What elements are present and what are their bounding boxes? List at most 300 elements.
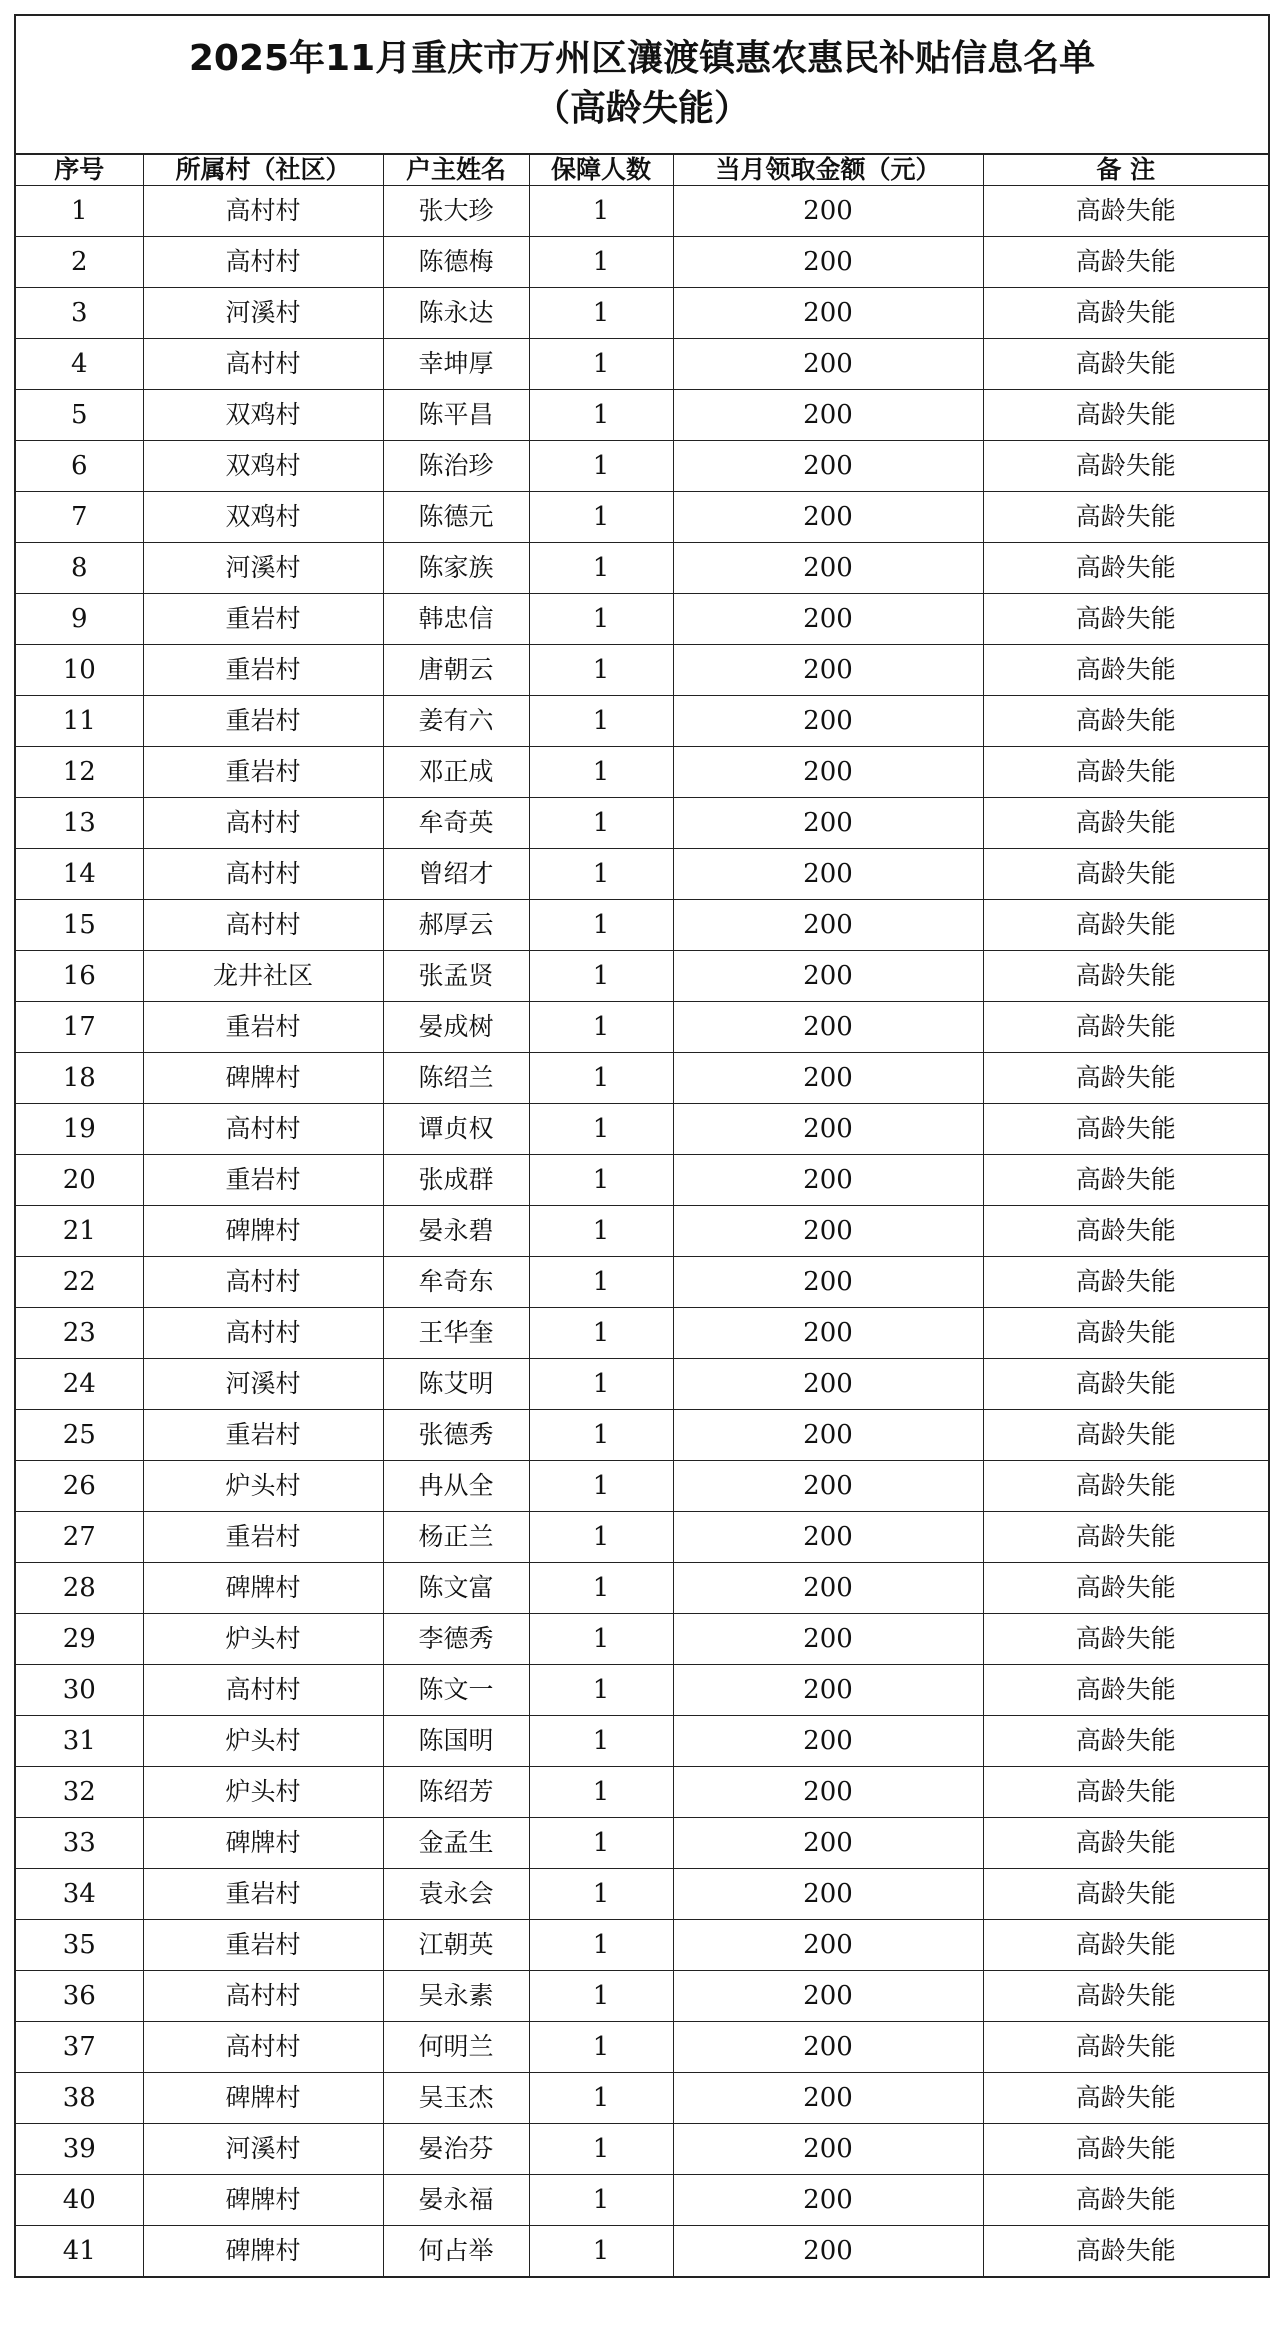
- cell-householder: 晏成树: [383, 1002, 529, 1053]
- cell-monthly-amount: 200: [673, 2022, 983, 2073]
- cell-covered-persons: 1: [529, 1563, 673, 1614]
- cell-remarks: 高龄失能: [983, 390, 1268, 441]
- cell-householder: 陈德梅: [383, 237, 529, 288]
- cell-serial: 24: [16, 1359, 143, 1410]
- cell-covered-persons: 1: [529, 747, 673, 798]
- cell-covered-persons: 1: [529, 1818, 673, 1869]
- cell-remarks: 高龄失能: [983, 1308, 1268, 1359]
- cell-covered-persons: 1: [529, 1461, 673, 1512]
- cell-householder: 幸坤厚: [383, 339, 529, 390]
- cell-remarks: 高龄失能: [983, 2226, 1268, 2277]
- cell-serial: 21: [16, 1206, 143, 1257]
- cell-householder: 杨正兰: [383, 1512, 529, 1563]
- table-row: [16, 747, 1268, 798]
- cell-covered-persons: 1: [529, 1257, 673, 1308]
- cell-serial: 3: [16, 288, 143, 339]
- cell-village: 高村村: [143, 1971, 383, 2022]
- cell-monthly-amount: 200: [673, 1308, 983, 1359]
- cell-covered-persons: 1: [529, 594, 673, 645]
- cell-monthly-amount: 200: [673, 696, 983, 747]
- header-serial: 序号: [16, 155, 143, 186]
- cell-serial: 17: [16, 1002, 143, 1053]
- cell-serial: 40: [16, 2175, 143, 2226]
- table-row: [16, 951, 1268, 1002]
- table-row: [16, 1359, 1268, 1410]
- cell-village: 高村村: [143, 2022, 383, 2073]
- cell-householder: 陈平昌: [383, 390, 529, 441]
- cell-householder: 唐朝云: [383, 645, 529, 696]
- cell-remarks: 高龄失能: [983, 1155, 1268, 1206]
- cell-village: 碑牌村: [143, 1818, 383, 1869]
- cell-monthly-amount: 200: [673, 1665, 983, 1716]
- table-header-row: [16, 155, 1268, 186]
- table-row: [16, 1767, 1268, 1818]
- table-row: [16, 645, 1268, 696]
- cell-monthly-amount: 200: [673, 2175, 983, 2226]
- cell-householder: 袁永会: [383, 1869, 529, 1920]
- cell-serial: 27: [16, 1512, 143, 1563]
- cell-village: 碑牌村: [143, 2175, 383, 2226]
- cell-householder: 韩忠信: [383, 594, 529, 645]
- cell-village: 碑牌村: [143, 1563, 383, 1614]
- cell-householder: 陈家族: [383, 543, 529, 594]
- cell-householder: 牟奇东: [383, 1257, 529, 1308]
- table-row: [16, 1818, 1268, 1869]
- table-row: [16, 339, 1268, 390]
- cell-covered-persons: 1: [529, 1053, 673, 1104]
- cell-village: 高村村: [143, 1257, 383, 1308]
- cell-serial: 12: [16, 747, 143, 798]
- cell-householder: 张大珍: [383, 186, 529, 237]
- header-householder: 户主姓名: [383, 155, 529, 186]
- title-line-2: （高龄失能）: [533, 88, 750, 129]
- cell-monthly-amount: 200: [673, 1920, 983, 1971]
- cell-monthly-amount: 200: [673, 1359, 983, 1410]
- subsidy-table: [16, 155, 1268, 2276]
- cell-serial: 6: [16, 441, 143, 492]
- cell-village: 高村村: [143, 900, 383, 951]
- cell-serial: 28: [16, 1563, 143, 1614]
- cell-serial: 39: [16, 2124, 143, 2175]
- table-row: [16, 696, 1268, 747]
- cell-monthly-amount: 200: [673, 900, 983, 951]
- cell-village: 重岩村: [143, 1002, 383, 1053]
- cell-covered-persons: 1: [529, 186, 673, 237]
- cell-serial: 9: [16, 594, 143, 645]
- cell-remarks: 高龄失能: [983, 2073, 1268, 2124]
- cell-village: 碑牌村: [143, 1053, 383, 1104]
- table-row: [16, 186, 1268, 237]
- cell-householder: 陈绍兰: [383, 1053, 529, 1104]
- cell-remarks: 高龄失能: [983, 1053, 1268, 1104]
- cell-covered-persons: 1: [529, 900, 673, 951]
- cell-covered-persons: 1: [529, 1869, 673, 1920]
- cell-householder: 冉从全: [383, 1461, 529, 1512]
- cell-monthly-amount: 200: [673, 237, 983, 288]
- cell-serial: 41: [16, 2226, 143, 2277]
- cell-serial: 36: [16, 1971, 143, 2022]
- table-row: [16, 1104, 1268, 1155]
- cell-householder: 牟奇英: [383, 798, 529, 849]
- table-row: [16, 2175, 1268, 2226]
- cell-monthly-amount: 200: [673, 2226, 983, 2277]
- cell-covered-persons: 1: [529, 1104, 673, 1155]
- cell-village: 河溪村: [143, 2124, 383, 2175]
- cell-village: 高村村: [143, 186, 383, 237]
- cell-village: 高村村: [143, 849, 383, 900]
- cell-remarks: 高龄失能: [983, 1461, 1268, 1512]
- table-row: [16, 594, 1268, 645]
- cell-serial: 35: [16, 1920, 143, 1971]
- cell-serial: 8: [16, 543, 143, 594]
- table-row: [16, 900, 1268, 951]
- cell-monthly-amount: 200: [673, 849, 983, 900]
- cell-remarks: 高龄失能: [983, 339, 1268, 390]
- cell-village: 碑牌村: [143, 2073, 383, 2124]
- cell-remarks: 高龄失能: [983, 1818, 1268, 1869]
- cell-remarks: 高龄失能: [983, 186, 1268, 237]
- cell-covered-persons: 1: [529, 2124, 673, 2175]
- cell-remarks: 高龄失能: [983, 1104, 1268, 1155]
- cell-covered-persons: 1: [529, 645, 673, 696]
- table-row: [16, 2226, 1268, 2277]
- cell-covered-persons: 1: [529, 1512, 673, 1563]
- table-row: [16, 1257, 1268, 1308]
- cell-remarks: 高龄失能: [983, 1869, 1268, 1920]
- cell-monthly-amount: 200: [673, 645, 983, 696]
- cell-serial: 20: [16, 1155, 143, 1206]
- table-row: [16, 1563, 1268, 1614]
- cell-serial: 14: [16, 849, 143, 900]
- cell-village: 高村村: [143, 1665, 383, 1716]
- cell-monthly-amount: 200: [673, 951, 983, 1002]
- cell-serial: 5: [16, 390, 143, 441]
- cell-monthly-amount: 200: [673, 1716, 983, 1767]
- cell-serial: 16: [16, 951, 143, 1002]
- cell-householder: 何占举: [383, 2226, 529, 2277]
- table-row: [16, 1971, 1268, 2022]
- cell-monthly-amount: 200: [673, 1767, 983, 1818]
- cell-householder: 吴永素: [383, 1971, 529, 2022]
- cell-serial: 25: [16, 1410, 143, 1461]
- cell-monthly-amount: 200: [673, 1155, 983, 1206]
- cell-monthly-amount: 200: [673, 288, 983, 339]
- table-row: [16, 1461, 1268, 1512]
- cell-monthly-amount: 200: [673, 1818, 983, 1869]
- cell-monthly-amount: 200: [673, 1104, 983, 1155]
- cell-remarks: 高龄失能: [983, 2124, 1268, 2175]
- cell-village: 碑牌村: [143, 2226, 383, 2277]
- table-row: [16, 2073, 1268, 2124]
- document-title: [16, 16, 1268, 155]
- cell-remarks: 高龄失能: [983, 798, 1268, 849]
- cell-village: 重岩村: [143, 747, 383, 798]
- cell-remarks: 高龄失能: [983, 1563, 1268, 1614]
- cell-monthly-amount: 200: [673, 390, 983, 441]
- cell-village: 高村村: [143, 1104, 383, 1155]
- cell-covered-persons: 1: [529, 1206, 673, 1257]
- header-monthly-amount: 当月领取金额（元）: [673, 155, 983, 186]
- cell-householder: 何明兰: [383, 2022, 529, 2073]
- cell-householder: 金孟生: [383, 1818, 529, 1869]
- cell-covered-persons: 1: [529, 1002, 673, 1053]
- table-row: [16, 1614, 1268, 1665]
- cell-monthly-amount: 200: [673, 1971, 983, 2022]
- cell-serial: 22: [16, 1257, 143, 1308]
- cell-serial: 32: [16, 1767, 143, 1818]
- cell-village: 重岩村: [143, 1512, 383, 1563]
- cell-serial: 38: [16, 2073, 143, 2124]
- table-row: [16, 798, 1268, 849]
- cell-serial: 33: [16, 1818, 143, 1869]
- header-covered-persons: 保障人数: [529, 155, 673, 186]
- table-row: [16, 390, 1268, 441]
- cell-householder: 江朝英: [383, 1920, 529, 1971]
- cell-village: 重岩村: [143, 1920, 383, 1971]
- cell-village: 双鸡村: [143, 390, 383, 441]
- cell-householder: 晏治芬: [383, 2124, 529, 2175]
- table-row: [16, 1665, 1268, 1716]
- table-row: [16, 288, 1268, 339]
- cell-covered-persons: 1: [529, 1767, 673, 1818]
- table-row: [16, 1410, 1268, 1461]
- cell-householder: 晏永碧: [383, 1206, 529, 1257]
- cell-covered-persons: 1: [529, 1614, 673, 1665]
- cell-remarks: 高龄失能: [983, 1206, 1268, 1257]
- cell-remarks: 高龄失能: [983, 441, 1268, 492]
- cell-village: 河溪村: [143, 288, 383, 339]
- table-row: [16, 1512, 1268, 1563]
- cell-monthly-amount: 200: [673, 1257, 983, 1308]
- cell-village: 碑牌村: [143, 1206, 383, 1257]
- cell-serial: 7: [16, 492, 143, 543]
- cell-covered-persons: 1: [529, 1410, 673, 1461]
- cell-covered-persons: 1: [529, 1920, 673, 1971]
- cell-householder: 吴玉杰: [383, 2073, 529, 2124]
- cell-covered-persons: 1: [529, 1155, 673, 1206]
- cell-covered-persons: 1: [529, 492, 673, 543]
- cell-village: 高村村: [143, 798, 383, 849]
- cell-remarks: 高龄失能: [983, 1359, 1268, 1410]
- cell-householder: 王华奎: [383, 1308, 529, 1359]
- cell-serial: 15: [16, 900, 143, 951]
- cell-serial: 13: [16, 798, 143, 849]
- cell-covered-persons: 1: [529, 2175, 673, 2226]
- cell-householder: 曾绍才: [383, 849, 529, 900]
- cell-covered-persons: 1: [529, 951, 673, 1002]
- cell-serial: 19: [16, 1104, 143, 1155]
- subsidy-list-sheet: [14, 14, 1270, 2278]
- cell-covered-persons: 1: [529, 1308, 673, 1359]
- table-row: [16, 441, 1268, 492]
- cell-householder: 谭贞权: [383, 1104, 529, 1155]
- cell-remarks: 高龄失能: [983, 1410, 1268, 1461]
- cell-householder: 李德秀: [383, 1614, 529, 1665]
- header-village: 所属村（社区）: [143, 155, 383, 186]
- cell-householder: 张成群: [383, 1155, 529, 1206]
- cell-householder: 陈德元: [383, 492, 529, 543]
- cell-monthly-amount: 200: [673, 2124, 983, 2175]
- cell-village: 高村村: [143, 339, 383, 390]
- cell-village: 重岩村: [143, 1155, 383, 1206]
- cell-village: 龙井社区: [143, 951, 383, 1002]
- cell-covered-persons: 1: [529, 798, 673, 849]
- cell-householder: 陈文富: [383, 1563, 529, 1614]
- cell-remarks: 高龄失能: [983, 1512, 1268, 1563]
- cell-covered-persons: 1: [529, 237, 673, 288]
- cell-remarks: 高龄失能: [983, 951, 1268, 1002]
- cell-monthly-amount: 200: [673, 1461, 983, 1512]
- table-row: [16, 1308, 1268, 1359]
- cell-remarks: 高龄失能: [983, 2175, 1268, 2226]
- cell-monthly-amount: 200: [673, 543, 983, 594]
- cell-serial: 37: [16, 2022, 143, 2073]
- table-row: [16, 849, 1268, 900]
- cell-monthly-amount: 200: [673, 2073, 983, 2124]
- cell-remarks: 高龄失能: [983, 492, 1268, 543]
- cell-covered-persons: 1: [529, 1971, 673, 2022]
- cell-serial: 31: [16, 1716, 143, 1767]
- cell-remarks: 高龄失能: [983, 2022, 1268, 2073]
- cell-householder: 郝厚云: [383, 900, 529, 951]
- cell-remarks: 高龄失能: [983, 1665, 1268, 1716]
- cell-remarks: 高龄失能: [983, 237, 1268, 288]
- table-row: [16, 237, 1268, 288]
- cell-covered-persons: 1: [529, 1665, 673, 1716]
- cell-householder: 张孟贤: [383, 951, 529, 1002]
- table-row: [16, 1869, 1268, 1920]
- cell-remarks: 高龄失能: [983, 900, 1268, 951]
- table-row: [16, 543, 1268, 594]
- cell-covered-persons: 1: [529, 1359, 673, 1410]
- cell-serial: 30: [16, 1665, 143, 1716]
- table-row: [16, 1053, 1268, 1104]
- cell-covered-persons: 1: [529, 1716, 673, 1767]
- cell-remarks: 高龄失能: [983, 747, 1268, 798]
- cell-remarks: 高龄失能: [983, 849, 1268, 900]
- table-row: [16, 2022, 1268, 2073]
- cell-remarks: 高龄失能: [983, 1002, 1268, 1053]
- cell-householder: 陈永达: [383, 288, 529, 339]
- cell-monthly-amount: 200: [673, 492, 983, 543]
- cell-remarks: 高龄失能: [983, 1767, 1268, 1818]
- cell-monthly-amount: 200: [673, 186, 983, 237]
- header-remarks: 备 注: [983, 155, 1268, 186]
- cell-serial: 18: [16, 1053, 143, 1104]
- cell-remarks: 高龄失能: [983, 1257, 1268, 1308]
- cell-village: 双鸡村: [143, 492, 383, 543]
- cell-householder: 陈国明: [383, 1716, 529, 1767]
- cell-serial: 34: [16, 1869, 143, 1920]
- table-row: [16, 1716, 1268, 1767]
- cell-covered-persons: 1: [529, 2226, 673, 2277]
- cell-remarks: 高龄失能: [983, 543, 1268, 594]
- cell-village: 河溪村: [143, 543, 383, 594]
- cell-remarks: 高龄失能: [983, 1971, 1268, 2022]
- cell-covered-persons: 1: [529, 543, 673, 594]
- cell-householder: 邓正成: [383, 747, 529, 798]
- cell-village: 重岩村: [143, 645, 383, 696]
- cell-monthly-amount: 200: [673, 747, 983, 798]
- cell-monthly-amount: 200: [673, 339, 983, 390]
- table-row: [16, 1206, 1268, 1257]
- cell-serial: 1: [16, 186, 143, 237]
- cell-village: 重岩村: [143, 594, 383, 645]
- cell-monthly-amount: 200: [673, 1614, 983, 1665]
- cell-covered-persons: 1: [529, 696, 673, 747]
- cell-serial: 10: [16, 645, 143, 696]
- cell-remarks: 高龄失能: [983, 288, 1268, 339]
- cell-monthly-amount: 200: [673, 1206, 983, 1257]
- cell-serial: 2: [16, 237, 143, 288]
- cell-serial: 26: [16, 1461, 143, 1512]
- cell-remarks: 高龄失能: [983, 594, 1268, 645]
- cell-householder: 晏永福: [383, 2175, 529, 2226]
- cell-monthly-amount: 200: [673, 1563, 983, 1614]
- cell-monthly-amount: 200: [673, 441, 983, 492]
- cell-village: 重岩村: [143, 696, 383, 747]
- table-row: [16, 1155, 1268, 1206]
- table-row: [16, 2124, 1268, 2175]
- table-body: [16, 186, 1268, 2277]
- cell-serial: 23: [16, 1308, 143, 1359]
- cell-serial: 11: [16, 696, 143, 747]
- cell-monthly-amount: 200: [673, 594, 983, 645]
- cell-village: 炉头村: [143, 1614, 383, 1665]
- cell-monthly-amount: 200: [673, 1410, 983, 1461]
- cell-monthly-amount: 200: [673, 1869, 983, 1920]
- table-row: [16, 1920, 1268, 1971]
- cell-covered-persons: 1: [529, 2073, 673, 2124]
- cell-remarks: 高龄失能: [983, 1920, 1268, 1971]
- cell-remarks: 高龄失能: [983, 696, 1268, 747]
- cell-remarks: 高龄失能: [983, 645, 1268, 696]
- cell-village: 重岩村: [143, 1869, 383, 1920]
- title-line-1: 2025年11月重庆市万州区瀼渡镇惠农惠民补贴信息名单: [188, 38, 1096, 79]
- cell-village: 炉头村: [143, 1716, 383, 1767]
- cell-serial: 29: [16, 1614, 143, 1665]
- cell-householder: 姜有六: [383, 696, 529, 747]
- cell-monthly-amount: 200: [673, 1002, 983, 1053]
- cell-remarks: 高龄失能: [983, 1716, 1268, 1767]
- cell-village: 炉头村: [143, 1767, 383, 1818]
- cell-householder: 陈治珍: [383, 441, 529, 492]
- cell-householder: 张德秀: [383, 1410, 529, 1461]
- cell-village: 重岩村: [143, 1410, 383, 1461]
- cell-covered-persons: 1: [529, 288, 673, 339]
- cell-householder: 陈文一: [383, 1665, 529, 1716]
- cell-monthly-amount: 200: [673, 1053, 983, 1104]
- cell-village: 河溪村: [143, 1359, 383, 1410]
- cell-village: 炉头村: [143, 1461, 383, 1512]
- cell-remarks: 高龄失能: [983, 1614, 1268, 1665]
- cell-householder: 陈艾明: [383, 1359, 529, 1410]
- cell-covered-persons: 1: [529, 441, 673, 492]
- cell-village: 高村村: [143, 237, 383, 288]
- table-row: [16, 1002, 1268, 1053]
- cell-covered-persons: 1: [529, 2022, 673, 2073]
- cell-householder: 陈绍芳: [383, 1767, 529, 1818]
- cell-covered-persons: 1: [529, 339, 673, 390]
- table-row: [16, 492, 1268, 543]
- cell-covered-persons: 1: [529, 390, 673, 441]
- cell-monthly-amount: 200: [673, 798, 983, 849]
- cell-monthly-amount: 200: [673, 1512, 983, 1563]
- cell-serial: 4: [16, 339, 143, 390]
- cell-covered-persons: 1: [529, 849, 673, 900]
- cell-village: 高村村: [143, 1308, 383, 1359]
- cell-village: 双鸡村: [143, 441, 383, 492]
